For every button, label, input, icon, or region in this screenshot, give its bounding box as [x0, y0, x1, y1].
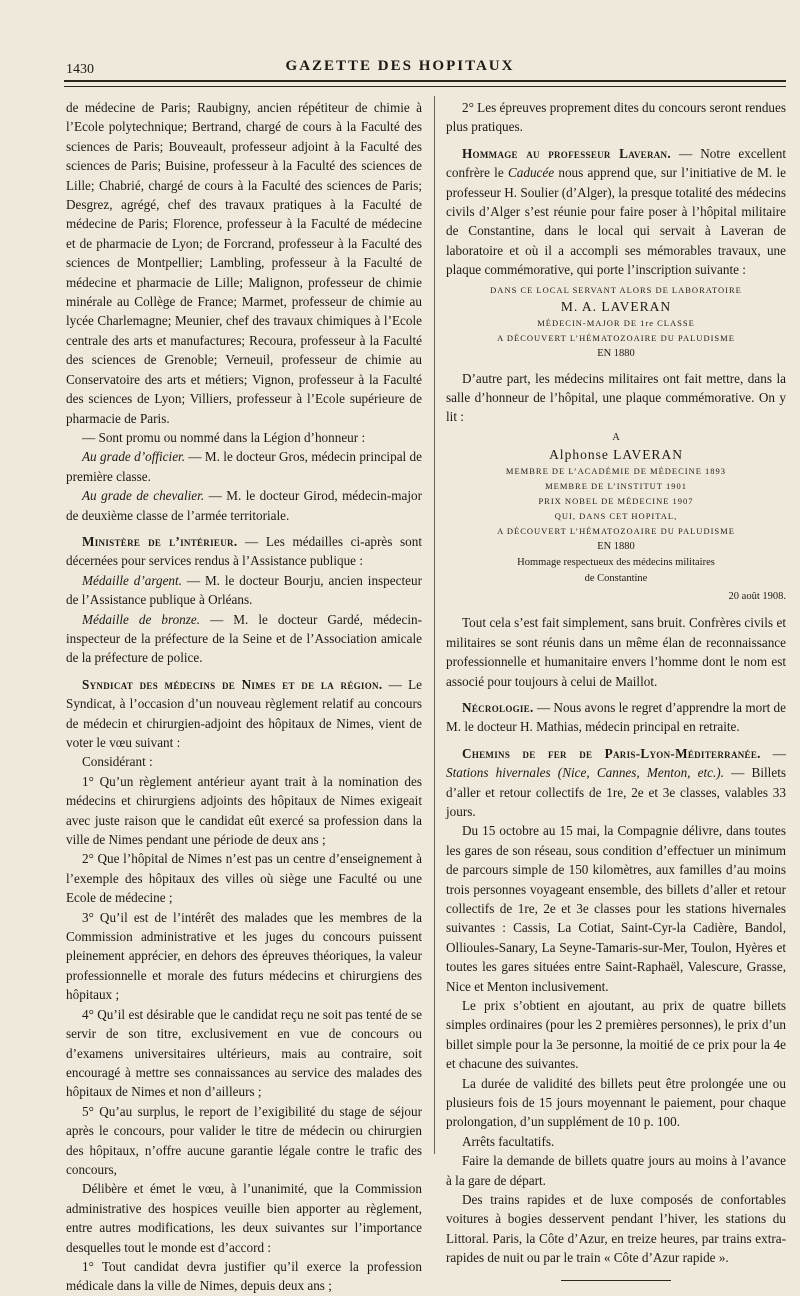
section-heading: Nécrologie.	[462, 699, 534, 715]
paragraph-text: — Le Syndicat, à l’occasion d’un nouveau règlement relatif au concours de médecin et chirurgien-adjoint des hôpitaux de Nimes, vient de voter le vœu suivant :	[66, 676, 422, 750]
section-paragraph	[66, 532, 422, 571]
paragraph: Le prix s’obtient en ajoutant, au prix de quatre billets simples ordinaires (pour les 2 premières personnes), le prix d’un billet simple pour la 3e personne, la moitié de ce prix pour la 4e et chacune des suivantes.	[446, 998, 786, 1072]
inscription-line: A DÉCOUVERT L’HÉMATOZOAIRE DU PALUDISME	[497, 332, 735, 343]
end-ornament	[561, 1280, 671, 1281]
paragraph: 3° Qu’il est de l’intérêt des malades que les membres de la Commission administrative et les juges du concours puissent pleinement apprécier, en dehors des épreuves théoriques, la valeur professionnelle et morale des futurs médecins et chirurgiens des hôpitaux ;	[66, 909, 422, 1003]
paragraph: 2° Les épreuves proprement dites du concours seront rendues plus pratiques.	[446, 100, 786, 135]
paragraph-text: —	[760, 745, 786, 761]
paragraph-text: — M. le docteur Girod, médecin-major de deuxième classe de l’armée territoriale.	[66, 488, 422, 523]
paragraph-text: — M. le docteur Gros, médecin principal de première classe.	[66, 449, 423, 484]
grade-label: Au grade de chevalier.	[82, 488, 205, 504]
inscription-line: QUI, DANS CET HOPITAL,	[554, 510, 678, 521]
paragraph	[66, 610, 422, 668]
header-rule	[64, 80, 786, 82]
inscription-2	[446, 430, 786, 606]
inscription-line: de Constantine	[584, 572, 648, 584]
section-paragraph	[446, 698, 786, 737]
paragraph: La durée de validité des billets peut être prolongée une ou plusieurs fois de 15 jours moyennant le paiement, pour chaque prolongation, d’un supplément de 10 p. 100.	[446, 1075, 786, 1130]
page-number: 1430	[66, 62, 94, 77]
paragraph-text: — M. le docteur Gardé, médecin-inspecteur de la préfecture de la Seine et de l’Association amicale de la préfecture de police.	[66, 611, 422, 666]
journal-name: Caducée	[507, 165, 555, 181]
inscription-line: A DÉCOUVERT L’HÉMATOZOAIRE DU PALUDISME	[497, 525, 735, 536]
medal-label: Médaille de bronze.	[82, 611, 201, 627]
paragraph: de médecine de Paris; Raubigny, ancien répétiteur de chimie à l’Ecole polytechnique; Bertrand, chargé de cours à la Faculté des sciences de Paris; Bouveault, professeur adjoint à la Faculté des sciences de Paris; Buisine, professeur à la Faculté des sciences de Lille; Chabrié, chargé de cours à la Faculté des sciences de Paris; Desgrez, agrégé, chef des travaux pratiques à la Faculté de médecine de Paris; Florence, professeur à la Faculté de médecine et de pharmacie de Lyon; de Forcrand, professeur à la Faculté des sciences de Montpellier; Lambling, professeur à la Faculté de médecine et pharmacie de Lille; Malignon, professeur de chimie minérale au Collège de France; Marmet, professeur de chimie au lycée Charlemagne; Meunier, chef des travaux chimiques à l’Ecole centrale des arts et manufactures; Recoura, professeur à la Faculté des sciences de Grenoble; Verneuil, professeur de chimie au Conservatoire des arts et métiers; Vignon, professeur à la Faculté des sciences de Lyon; Villiers, professeur à l’Ecole supérieure de pharmacie de Paris.	[66, 100, 422, 426]
paragraph	[66, 447, 422, 486]
paragraph: Délibère et émet le vœu, à l’unanimité, que la Commission administrative des hospices veuille bien apporter au règlement, entre autres modifications, les deux suivantes sur l’importance desquelles tout le monde est d’accord :	[66, 1181, 422, 1255]
paragraph: 2° Que l’hôpital de Nimes n’est pas un centre d’enseignement à l’exemple des hôpitaux des villes où siège une Faculté ou une Ecole de médecine ;	[66, 851, 422, 906]
inscription-line: EN 1880	[597, 540, 635, 552]
paragraph: 1° Qu’un règlement antérieur ayant trait à la nomination des médecins et chirurgiens adjoints des hôpitaux de Nimes exigeait avec juste raison que le candidat eût exercé sa profession dans la ville de Nimes pendant une période de deux ans ;	[66, 773, 422, 848]
grade-label: Au grade d’officier.	[82, 449, 186, 465]
paragraph: Faire la demande de billets quatre jours au moins à l’avance à la gare de départ.	[446, 1153, 786, 1188]
paragraph-text: — M. le docteur Bourju, ancien inspecteur de l’Assistance publique à Orléans.	[66, 572, 422, 608]
paragraph-text: — Billets d’aller et retour collectifs de 1re, 2e et 3e classes, valables 33 jours.	[446, 765, 786, 819]
inscription-name: Alphonse LAVERAN	[549, 446, 683, 462]
header-rule-thin	[64, 86, 786, 87]
paragraph: D’autre part, les médecins militaires ont fait mettre, dans la salle d’honneur de l’hôpital, une plaque commémorative. On y lit :	[446, 370, 786, 425]
paragraph: Arrêts facultatifs.	[462, 1133, 555, 1149]
inscription-date: 20 août 1908.	[728, 590, 786, 602]
section-paragraph	[66, 675, 422, 753]
inscription-line: MÉDECIN-MAJOR DE 1re CLASSE	[537, 317, 695, 328]
inscription-line: A	[612, 431, 620, 443]
inscription-line: PRIX NOBEL DE MÉDECINE 1907	[538, 495, 694, 506]
inscription-1	[446, 283, 786, 362]
column-divider	[434, 96, 435, 1154]
right-column	[446, 98, 786, 1281]
paragraph	[66, 571, 422, 610]
subtitle: Stations hivernales (Nice, Cannes, Menton, etc.).	[446, 765, 724, 781]
paragraph-text: nous apprend que, sur l’initiative de M. le professeur H. Soulier (d’Alger), la presque totalité des médecins civils d’Alger s’est réunie pour faire poser à l’hôpital militaire de Constantine, dans le local qui servait à Laveran de laboratoire et où il a accompli ses mémorables travaux, une plaque commémorative, qui porte l’inscription suivante :	[446, 165, 786, 278]
inscription-line: EN 1880	[597, 347, 635, 359]
paragraph: 4° Qu’il est désirable que le candidat reçu ne soit pas tenté de se servir de son titre, exclusivement en vue de concours ou d’examens universitaires ultérieurs, mais au contraire, soit encouragé à mettre ses connaissances au service des malades des hôpitaux de Nimes et non d’ailleurs ;	[66, 1006, 422, 1100]
section-heading: Ministère de l’intérieur.	[82, 533, 238, 549]
paragraph: 1° Tout candidat devra justifier qu’il exerce la profession médicale dans la ville de Nimes, depuis deux ans ;	[66, 1258, 422, 1294]
inscription-line: MEMBRE DE L’ACADÉMIE DE MÉDECINE 1893	[505, 465, 727, 476]
paragraph-text: — Notre excellent confrère le	[446, 145, 786, 181]
inscription-line: DANS CE LOCAL SERVANT ALORS DE LABORATOIRE	[490, 284, 742, 295]
inscription-name: M. A. LAVERAN	[560, 298, 672, 314]
paragraph: — Sont promu ou nommé dans la Légion d’honneur :	[82, 429, 366, 445]
section-heading: Chemins de fer de Paris-Lyon-Méditerranée.	[462, 745, 761, 761]
paragraph: Tout cela s’est fait simplement, sans bruit. Confrères civils et militaires se sont réunis dans un même élan de reconnaissance professionnelle et humanitaire envers l’homme dont le nom est associé pour toujours à celui de Maillot.	[446, 615, 786, 689]
section-paragraph	[446, 744, 786, 822]
paragraph-text: — Nous avons le regret d’apprendre la mort de M. le docteur H. Mathias, médecin principal en retraite.	[446, 699, 786, 735]
medal-label: Médaille d’argent.	[82, 572, 182, 588]
section-heading: Syndicat des médecins de Nimes et de la région.	[82, 676, 383, 692]
paragraph: Considérant :	[82, 754, 153, 770]
inscription-line: MEMBRE DE L’INSTITUT 1901	[545, 480, 687, 491]
paragraph	[66, 486, 422, 525]
paragraph: 5° Qu’au surplus, le report de l’exigibilité du stage de séjour après le concours, pour valider le titre de médecin ou chirurgien des hôpitaux, n’offre aucune garantie légale contre le trafic des concours,	[66, 1103, 422, 1177]
running-title: GAZETTE DES HOPITAUX	[285, 58, 515, 74]
inscription-line: Hommage respectueux des médecins militaires	[517, 556, 715, 568]
paragraph: Du 15 octobre au 15 mai, la Compagnie délivre, dans toutes les gares de son réseau, sous condition d’effectuer un minimum de parcours simple de 150 kilomètres, aux familles d’au moins trois personnes voyageant ensemble, des billets d’aller et retour collectifs de 1re, 2e et 3e classes pour les stations hivernales suivantes : Cassis, La Cotiat, Saint-Cyr-la Cadière, Bandol, Ollioules-Sanary, La Seyne-Tamaris-sur-Mer, Toulon, Hyères et toutes les gares situées entre Saint-Raphaël, Valescure, Grasse, Nice et Menton inclusivement.	[446, 823, 786, 994]
section-heading: Hommage au professeur Laveran.	[462, 145, 671, 161]
left-column	[66, 98, 422, 1296]
paragraph: Des trains rapides et de luxe composés de confortables voitures à bogies desservent pendant l’hiver, les stations du Littoral. Paris, la Côte d’Azur, en treize heures, par trains extra-rapides de nuit ou par le train « Côte d’Azur rapide ».	[446, 1192, 786, 1266]
paragraph-text: — Les médailles ci-après sont décernées pour services rendus à l’Assistance publique :	[66, 533, 423, 569]
section-paragraph	[446, 144, 786, 280]
